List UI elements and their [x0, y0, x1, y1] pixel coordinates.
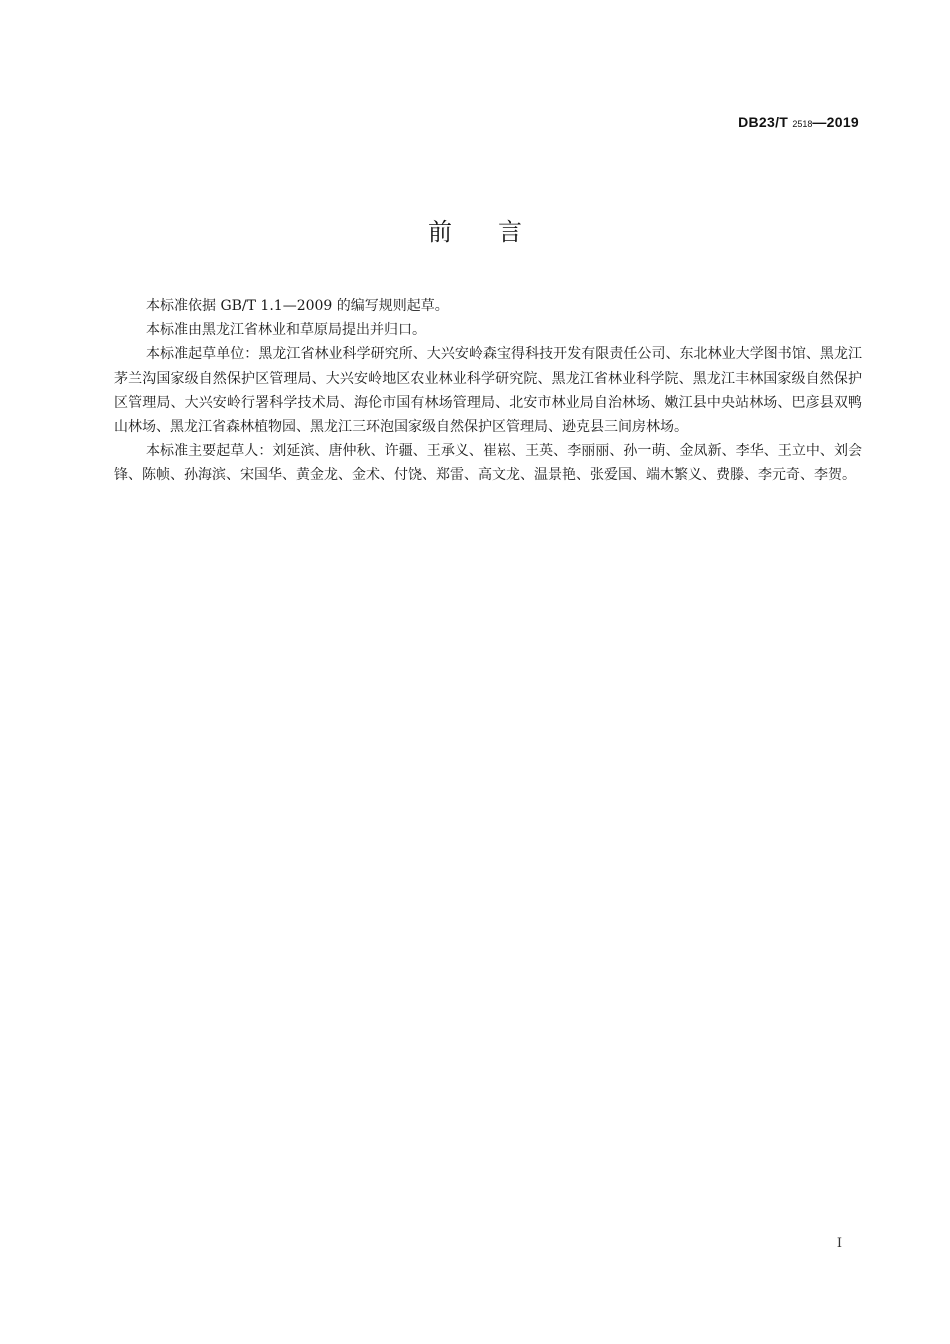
standard-code-number: 2518 [792, 119, 813, 129]
page-number: I [836, 1236, 842, 1251]
paragraph-proposer: 本标准由黑龙江省林业和草原局提出并归口。 [146, 322, 426, 339]
standard-code-year: —2019 [812, 114, 859, 130]
title-char-1: 前 [428, 218, 452, 246]
standard-code-prefix: DB23/T [738, 114, 793, 130]
paragraph-drafting-units: 本标准起草单位：黑龙江省林业科学研究所、大兴安岭森宝得科技开发有限责任公司、东北林业大学图书馆、黑龙江茅兰沟国家级自然保护区管理局、大兴安岭地区农业林业科学研究院、黑龙江省林业科学院、黑龙江丰林国家级自然保护区管理局、大兴安岭行署科学技术局、海伦市国有林场管理局、北安市林业局自治林场、嫩江县中央站林场、巴彦县双鸭山林场、黑龙江省森林植物园、黑龙江三环泡国家级自然保护区管理局、逊克县三间房林场。 [114, 346, 862, 436]
title-char-2: 言 [498, 218, 522, 246]
standard-code [738, 114, 859, 130]
page-title [0, 212, 950, 247]
paragraph-drafting-rules: 本标准依据 GB/T 1.1—2009 的编写规则起草。 [146, 298, 449, 314]
foreword-body [114, 294, 862, 488]
paragraph-drafters: 本标准主要起草人：刘延滨、唐仲秋、许疆、王承义、崔崧、王英、李丽丽、孙一萌、金凤新、李华、王立中、刘会锋、陈帧、孙海滨、宋国华、黄金龙、金术、付饶、郑雷、高文龙、温景艳、张爱国、端木繁义、费滕、李元奇、李贺。 [114, 443, 862, 484]
